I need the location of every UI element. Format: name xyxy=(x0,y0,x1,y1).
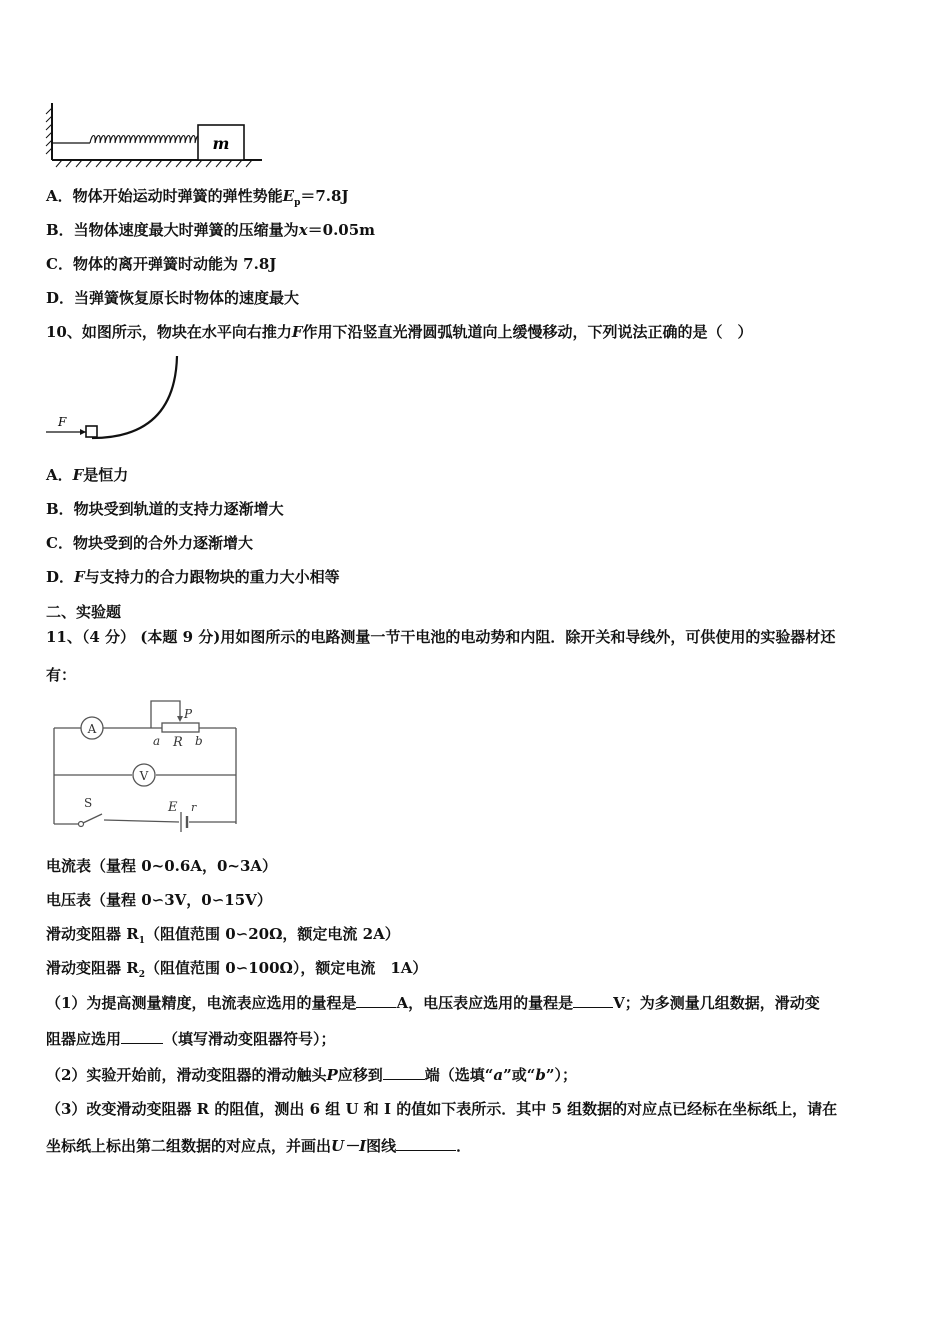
equipment-ammeter: 电流表（量程 0~0.6A，0~3A） xyxy=(46,857,278,875)
emf-label: E xyxy=(168,800,178,815)
q11-part3-line2: 坐标纸上标出第二组数据的对应点，并画出U－I图线 ． xyxy=(46,1137,472,1155)
q9-option-d: D．当弹簧恢复原长时物体的速度最大 xyxy=(46,289,300,307)
q11-part1-line1: （1）为提高测量精度，电流表应选用的量程是 A，电压表应选用的量程是 V；为多测量几组数据，滑动变 xyxy=(46,994,820,1012)
force-label: F xyxy=(58,415,67,429)
resistor-label: R xyxy=(173,735,183,750)
switch-pivot xyxy=(79,822,84,827)
end-b-label: b xyxy=(195,734,203,748)
voltmeter-label: V xyxy=(139,769,149,783)
equipment-rheostat-2: 滑动变阻器 $R_2$（阻值范围 0∽100Ω），额定电流 1A） xyxy=(46,959,428,980)
q10-option-d: D．F与支持力的合力跟物块的重力大小相等 xyxy=(46,568,340,586)
rheostat xyxy=(162,723,199,732)
spring-coil xyxy=(90,136,205,144)
answer-blank-slider-end[interactable] xyxy=(383,1065,425,1080)
arc-track-figure xyxy=(40,352,200,448)
answer-blank-current-range[interactable] xyxy=(356,993,396,1008)
q9-option-a: A．物体开始运动时弹簧的弹性势能$E_p=7.8J$ xyxy=(46,187,349,208)
answer-blank-voltage-range[interactable] xyxy=(573,993,613,1008)
q10-option-c: C．物块受到的合外力逐渐增大 xyxy=(46,534,253,552)
internal-r-label: r xyxy=(191,801,197,814)
q11-part2: （2）实验开始前，滑动变阻器的滑动触头P应移到 端（选填“a”或“b”）； xyxy=(46,1066,578,1084)
small-block xyxy=(86,426,97,437)
slider-label: P xyxy=(184,707,193,721)
q10-stem: 10、如图所示，物块在水平向右推力F作用下沿竖直光滑圆弧轨道向上缓慢移动，下列说法正确的是（ ） xyxy=(46,323,753,341)
spring-block-figure xyxy=(40,98,270,170)
end-a-label: a xyxy=(153,734,161,748)
ammeter-label: A xyxy=(87,722,97,736)
equipment-voltmeter: 电压表（量程 0∽3V，0∽15V） xyxy=(46,891,272,909)
q9-option-b: B．当物体速度最大时弹簧的压缩量为x＝0.05m xyxy=(46,221,376,239)
q11-part1-line2: 阻器应选用 （填写滑动变阻器符号）； xyxy=(46,1030,336,1048)
mass-label: m xyxy=(212,134,230,153)
q11-stem-line2: 有： xyxy=(46,666,77,684)
equipment-rheostat-1: 滑动变阻器 $R_1$（阻值范围 0∽20Ω，额定电流 2A） xyxy=(46,925,400,946)
q10-option-a: A．F是恒力 xyxy=(46,466,129,484)
arc-track xyxy=(92,356,177,438)
answer-blank-rheostat[interactable] xyxy=(121,1029,163,1044)
circuit-diagram xyxy=(44,694,244,834)
q11-part3-line1: （3）改变滑动变阻器 R 的阻值，测出 6 组 U 和 I 的值如下表所示．其中 5 组数据的对应点已经标在坐标纸上，请在 xyxy=(46,1100,838,1118)
q11-stem-line1: 11、（4 分） (本题 9 分)用如图所示的电路测量一节干电池的电动势和内阻．除开关和导线外，可供使用的实验器材还 xyxy=(46,628,836,646)
q10-option-b: B．物块受到轨道的支持力逐渐增大 xyxy=(46,500,284,518)
switch-label: S xyxy=(84,796,93,810)
switch-blade xyxy=(83,814,102,823)
answer-blank-ui-graph[interactable] xyxy=(396,1136,456,1151)
q9-option-c: C．物体的离开弹簧时动能为 7.8J xyxy=(46,255,277,273)
section-title: 二、实验题 xyxy=(46,603,122,621)
